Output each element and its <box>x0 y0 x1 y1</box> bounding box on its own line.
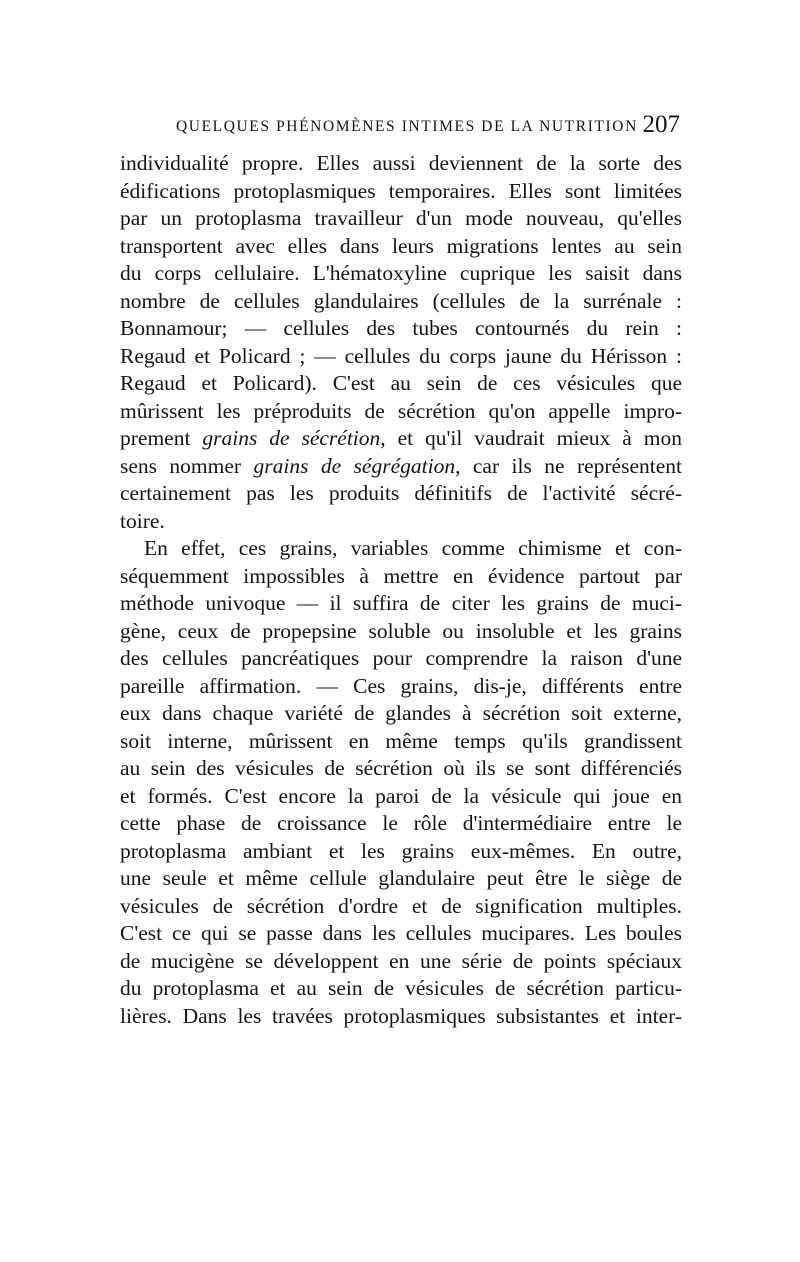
text-line: transportent avec elles dans leurs migrations lentes au sein <box>120 233 682 258</box>
line-segment: , et qu'il vaudrait mieux à mon <box>380 426 682 450</box>
text-line: pareille affirmation. — Ces grains, dis-je, différents entre <box>120 673 682 698</box>
text-line: Regaud et Policard). C'est au sein de ces vésicules que <box>120 371 682 395</box>
text-line: et formés. C'est encore la paroi de la vésicule qui joue en <box>120 783 682 808</box>
text-line: du protoplasma et au sein de vésicules de sécrétion particu- <box>120 976 682 1000</box>
text-line: individualité propre. Elles aussi deviennent de la sorte des <box>120 151 682 175</box>
line-segment: sens nommer <box>120 453 254 478</box>
text-line: nombre de cellules glandulaires (cellules de la surrénale : <box>120 288 682 313</box>
line-segment: , car ils ne représentent <box>455 453 682 478</box>
text-line: Bonnamour; — cellules des tubes contournés du rein : <box>120 316 682 340</box>
text-line: soit interne, mûrissent en même temps qu'ils grandissent <box>120 728 682 753</box>
running-title: QUELQUES PHÉNOMÈNES INTIMES DE LA NUTRITION <box>176 118 638 135</box>
page-number: 207 <box>642 111 680 138</box>
text-line: mûrissent les préproduits de sécrétion qu'on appelle impro- <box>120 398 682 423</box>
text-line: vésicules de sécrétion d'ordre et de signification multiples. <box>120 893 682 918</box>
text-line: édifications protoplasmiques temporaires. Elles sont limitées <box>120 178 682 203</box>
line-segment: prement <box>120 426 203 450</box>
text-line: certainement pas les produits définitifs de l'activité sécré- <box>120 481 682 505</box>
text-line: par un protoplasma travailleur d'un mode nouveau, qu'elles <box>120 206 682 230</box>
text-line: de mucigène se développent en une série de points spéciaux <box>120 948 682 973</box>
text-line: une seule et même cellule glandulaire peut être le siège de <box>120 866 682 890</box>
italic-term: grains de ségrégation <box>253 453 456 478</box>
text-line: protoplasma ambiant et les grains eux-mêmes. En outre, <box>120 838 682 863</box>
body-text <box>120 150 682 1030</box>
text-line: cette phase de croissance le rôle d'intermédiaire entre le <box>120 811 682 835</box>
text-line: toire. <box>120 508 165 533</box>
text-line: méthode univoque — il suffira de citer les grains de muci- <box>120 591 682 615</box>
text-line: au sein des vésicules de sécrétion où ils se sont différenciés <box>120 756 682 780</box>
italic-term: grains de sécrétion <box>202 426 381 450</box>
text-line: eux dans chaque variété de glandes à sécrétion soit externe, <box>120 701 682 725</box>
text-line: séquemment impossibles à mettre en évidence partout par <box>120 563 682 588</box>
paragraph-first-line: En effet, ces grains, variables comme chimisme et con- <box>144 536 682 560</box>
text-line: du corps cellulaire. L'hématoxyline cuprique les saisit dans <box>120 261 682 285</box>
text-line <box>120 453 682 481</box>
text-line: lières. Dans les travées protoplasmiques subsistantes et inter- <box>120 1003 682 1028</box>
text-line: Regaud et Policard ; — cellules du corps jaune du Hérisson : <box>120 343 682 368</box>
text-line: C'est ce qui se passe dans les cellules mucipares. Les boules <box>120 921 682 945</box>
text-line: des cellules pancréatiques pour comprendre la raison d'une <box>120 646 682 670</box>
running-header <box>120 110 682 146</box>
text-line: gène, ceux de propepsine soluble ou insoluble et les grains <box>120 618 682 643</box>
text-line <box>120 425 682 453</box>
